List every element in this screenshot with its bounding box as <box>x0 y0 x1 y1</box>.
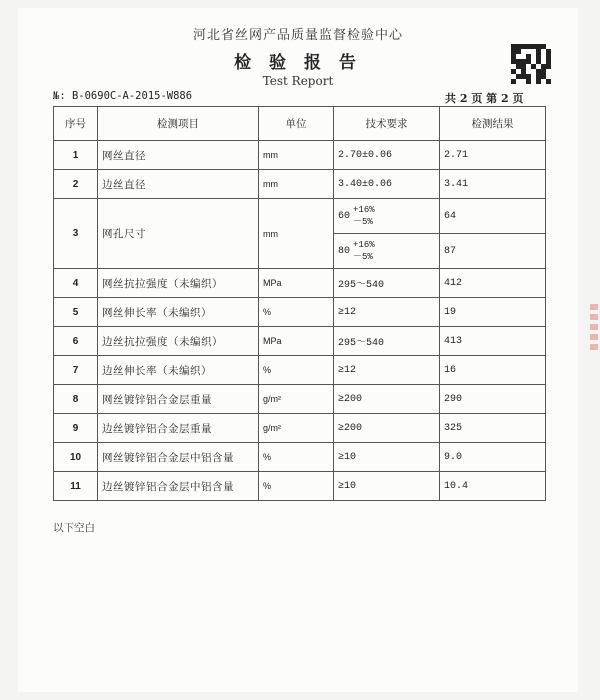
row-unit: g/m² <box>259 414 334 443</box>
column-header-requirement: 技术要求 <box>334 107 440 141</box>
row-item: 边丝镀锌铝合金层重量 <box>98 414 259 443</box>
row-requirement: 295～540 <box>334 327 440 356</box>
tolerance-minus: －5% <box>353 217 373 227</box>
row-requirement <box>334 234 440 269</box>
table-row <box>54 269 546 298</box>
row-result: 10.4 <box>440 472 546 501</box>
organization-name: 河北省丝网产品质量监督检验中心 <box>192 28 403 43</box>
table-row <box>54 443 546 472</box>
table-row <box>54 141 546 170</box>
row-result: 290 <box>440 385 546 414</box>
table-row <box>54 298 546 327</box>
row-item: 网丝伸长率（未编织） <box>98 298 259 327</box>
row-result: 19 <box>440 298 546 327</box>
table-row <box>54 385 546 414</box>
test-results-table <box>53 106 546 501</box>
report-title: 检 验 报 告 <box>234 53 362 73</box>
row-result: 325 <box>440 414 546 443</box>
row-result: 413 <box>440 327 546 356</box>
row-item: 网丝镀锌铝合金层重量 <box>98 385 259 414</box>
row-unit: MPa <box>259 327 334 356</box>
row-unit: mm <box>259 141 334 170</box>
table-row <box>54 327 546 356</box>
row-no: 10 <box>54 443 98 472</box>
row-item: 网丝直径 <box>98 141 259 170</box>
table-row <box>54 356 546 385</box>
row-result: 9.0 <box>440 443 546 472</box>
row-requirement: ≥10 <box>334 443 440 472</box>
row-result: 3.41 <box>440 170 546 199</box>
row-no: 3 <box>54 199 98 269</box>
row-unit: MPa <box>259 269 334 298</box>
row-no: 6 <box>54 327 98 356</box>
table-row <box>54 170 546 199</box>
row-item: 网丝镀锌铝合金层中铝含量 <box>98 443 259 472</box>
row-result: 412 <box>440 269 546 298</box>
page-info: 共 2 页 第 2 页 <box>445 92 524 105</box>
row-requirement: 3.40±0.06 <box>334 170 440 199</box>
tolerance-plus: +16% <box>353 205 375 215</box>
column-header-item: 检测项目 <box>98 107 259 141</box>
table-row <box>54 472 546 501</box>
tolerance-base: 60 <box>338 210 351 222</box>
column-header-unit: 单位 <box>259 107 334 141</box>
row-item: 边丝伸长率（未编织） <box>98 356 259 385</box>
row-unit: mm <box>259 199 334 269</box>
row-requirement: 295～540 <box>334 269 440 298</box>
row-no: 8 <box>54 385 98 414</box>
row-result: 87 <box>440 234 546 269</box>
row-requirement: ≥10 <box>334 472 440 501</box>
row-result: 16 <box>440 356 546 385</box>
row-requirement <box>334 199 440 234</box>
row-requirement: ≥200 <box>334 385 440 414</box>
table-row <box>54 414 546 443</box>
report-number: №: B-0690C-A-2015-W886 <box>53 90 193 102</box>
blank-below-note: 以下空白 <box>53 522 95 534</box>
row-unit: mm <box>259 170 334 199</box>
row-requirement: ≥12 <box>334 356 440 385</box>
table-row <box>54 199 546 234</box>
row-no: 9 <box>54 414 98 443</box>
row-unit: g/m² <box>259 385 334 414</box>
row-unit: % <box>259 298 334 327</box>
row-no: 1 <box>54 141 98 170</box>
row-no: 5 <box>54 298 98 327</box>
row-requirement: ≥12 <box>334 298 440 327</box>
column-header-result: 检测结果 <box>440 107 546 141</box>
row-result: 64 <box>440 199 546 234</box>
row-item: 边丝直径 <box>98 170 259 199</box>
row-requirement: 2.70±0.06 <box>334 141 440 170</box>
row-result: 2.71 <box>440 141 546 170</box>
row-item: 网孔尺寸 <box>98 199 259 269</box>
row-unit: % <box>259 472 334 501</box>
row-item: 边丝抗拉强度（未编织） <box>98 327 259 356</box>
row-no: 11 <box>54 472 98 501</box>
row-no: 7 <box>54 356 98 385</box>
row-unit: % <box>259 356 334 385</box>
row-unit: % <box>259 443 334 472</box>
tolerance-plus: +16% <box>353 240 375 250</box>
row-no: 4 <box>54 269 98 298</box>
row-item: 网丝抗拉强度（未编织） <box>98 269 259 298</box>
qr-code-icon <box>511 44 551 84</box>
row-item: 边丝镀锌铝合金层中铝含量 <box>98 472 259 501</box>
red-stamp-edge <box>586 300 600 390</box>
row-no: 2 <box>54 170 98 199</box>
tolerance-base: 80 <box>338 245 351 257</box>
column-header-no: 序号 <box>54 107 98 141</box>
report-subtitle: Test Report <box>262 74 334 88</box>
tolerance-minus: －5% <box>353 252 373 262</box>
row-requirement: ≥200 <box>334 414 440 443</box>
table-header-row <box>54 107 546 141</box>
